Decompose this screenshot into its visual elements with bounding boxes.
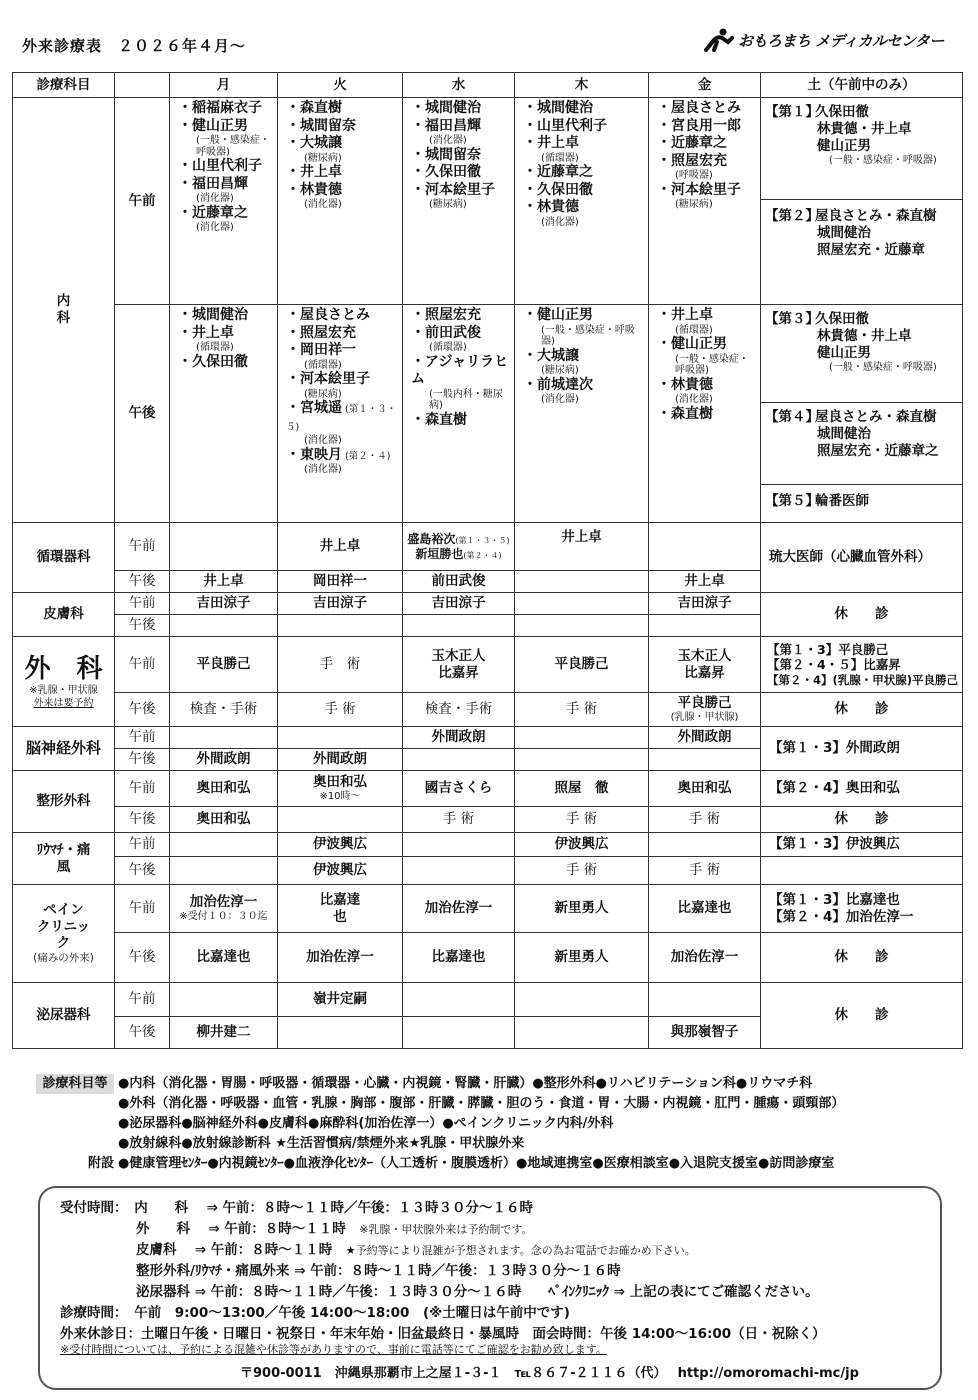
pain-am-mon: 加治佐淳一 ※受付１０：３０迄 — [170, 885, 278, 933]
naika-pm-row — [13, 305, 963, 523]
hinyo-sat: 休 診 — [761, 983, 963, 1049]
header-fri: 金 — [649, 73, 761, 98]
pain-am-row: ペイン クリニッ ク (痛みの外来) 午前 加治佐淳一 ※受付１０：３０迄 比嘉達 也 加治佐淳一 新里勇人 比嘉達也 【第１・3】比嘉達也 【第２・4】加治佐淳一 — [13, 885, 963, 933]
seikei-pm-row: 午後 奥田和弘 手 術 手 術 手 術 休 診 — [13, 807, 963, 833]
noushinkei-pm-row: 午後 外間政朗 外間政朗 — [13, 749, 963, 771]
noushinkei-pm-tue: 外間政朗 — [278, 749, 403, 771]
doctor-entry: ・久保田徹 — [178, 353, 248, 370]
naika-pm-thu — [515, 305, 649, 523]
geka-pm-wed: 検査・手術 — [403, 693, 515, 727]
doctor-entry: ・城間留奈 — [286, 117, 356, 134]
geka-am-wed: 玉木正人 比嘉昇 — [403, 637, 515, 693]
junkan-am-thu: 井上卓 — [515, 523, 649, 571]
dept-junkan: 循環器科 — [13, 523, 115, 593]
schedule-table — [12, 72, 963, 1049]
geka-pm-thu: 手 術 — [515, 693, 649, 727]
naika-sat-w5: 【第５】輪番医師 — [765, 493, 869, 509]
geka-am-row: 外 科 ※乳腺・甲状腺 外来は要予約 午前 平良勝己 手 術 玉木正人 比嘉昇 平良勝己 玉木正人 比嘉昇 【第１・3】平良勝己 【第２・4・５】比嘉昇 【第２・4】(乳腺・甲状腺)平良勝己 — [13, 637, 963, 693]
noushinkei-am-fri: 外間政朗 — [649, 727, 761, 749]
junkan-pm-tue: 岡田祥一 — [278, 571, 403, 593]
doctor-entry: ・前田武俊 (循環器) — [411, 324, 481, 353]
hinyo-pm-row: 午後 柳井建二 與那嶺智子 — [13, 1017, 963, 1049]
naika-pm-wed — [403, 305, 515, 523]
session-pm: 午後 — [115, 305, 170, 523]
dept-naika: 内 科 — [13, 98, 115, 523]
junkan-pm-fri: 井上卓 — [649, 571, 761, 593]
hinyo-pm-fri: 與那嶺智子 — [649, 1017, 761, 1049]
seikei-am-row: 整形外科 午前 奥田和弘 奥田和弘 ※10時〜 國吉さくら 照屋 徹 奥田和弘 【第２・4】奥田和弘 — [13, 771, 963, 807]
doctor-entry: ・森直樹 — [411, 411, 467, 428]
doctor-entry: ・城間健治 — [178, 307, 248, 323]
department-notes: 診療科目等 ●内科（消化器・胃腸・呼吸器・循環器・心臓・内視鏡・腎臓・肝臓）●整形外科●リハビリテーション科●リウマチ科 ●外科（消化器・呼吸器・血管・乳腺・胸部・腹部・肝臓・膵臓・胆のう・食道・胃・大腸・内視鏡・肛門・腫瘍・頭頸部） ●泌尿器科●脳神経外科●皮膚科●麻酔科(加治佐淳一）●ペインクリニック内科/外科 ●放射線科●放射線診断科 ★生活習慣病/禁煙外来★乳腺・甲状腺外来 附設 ●健康管理ｾﾝﾀｰ●内視鏡ｾﾝﾀｰ●血液浄化ｾﾝﾀｰ（人工透析・腹膜透析）●地域連携室●医療相談室●入退院支援室●訪問診療室 — [36, 1074, 966, 1174]
header-dept: 診療科目 — [13, 73, 115, 98]
naika-sat-w4: 【第４】屋良さとみ・森直樹 城間健治 照屋宏充・近藤章之 — [761, 403, 962, 485]
naika-am-wed — [403, 98, 515, 305]
geka-am-fri: 玉木正人 比嘉昇 — [649, 637, 761, 693]
naika-sat-cell-2 — [761, 305, 963, 523]
junkan-pm-wed: 前田武俊 — [403, 571, 515, 593]
geka-am-thu: 平良勝己 — [515, 637, 649, 693]
doctor-entry: ・森直樹 — [286, 100, 342, 116]
logo-text: おもろまち メディカルセンター — [738, 31, 944, 50]
header-row — [13, 73, 963, 98]
hifu-am-row: 皮膚科 午前 吉田涼子 吉田涼子 吉田涼子 吉田涼子 休 診 — [13, 593, 963, 615]
seikei-am-mon: 奥田和弘 — [170, 771, 278, 807]
geka-am-mon: 平良勝己 — [170, 637, 278, 693]
page-title: 外来診療表 ２０２６年４月〜 — [22, 37, 247, 55]
noushinkei-am-wed: 外間政朗 — [403, 727, 515, 749]
doctor-entry: ・河本絵里子 (糖尿病) — [411, 181, 495, 210]
naika-am-fri — [649, 98, 761, 305]
notes-label-attached: 附設 — [87, 1156, 114, 1171]
pain-pm-thu: 新里勇人 — [515, 933, 649, 983]
junkan-am-wed: 盛島裕次(第１・３・５) 新垣勝也(第２・４) — [403, 523, 515, 571]
junkan-pm-mon: 井上卓 — [170, 571, 278, 593]
seikei-am-tue: 奥田和弘 ※10時〜 — [278, 771, 403, 807]
rheum-pm-fri: 手 術 — [649, 857, 761, 885]
dept-hifu: 皮膚科 — [13, 593, 115, 637]
hifu-am-fri: 吉田涼子 — [649, 593, 761, 615]
seikei-pm-sat: 休 診 — [761, 807, 963, 833]
seikei-pm-mon: 奥田和弘 — [170, 807, 278, 833]
naika-sat-w3: 【第３】久保田徹 林貴德・井上卓 健山正男 (一般・感染症・呼吸器) — [761, 305, 962, 403]
doctor-entry: ・大城譲 (糖尿病) — [523, 347, 579, 376]
pain-pm-fri: 加治佐淳一 — [649, 933, 761, 983]
doctor-entry: ・宮城遥 (第１・３・５) (消化器) — [286, 400, 397, 446]
doctor-entry: ・照屋宏充 — [411, 307, 481, 323]
naika-sat-w2: 【第２】屋良さとみ・森直樹 城間健治 照屋宏充・近藤章 — [765, 208, 937, 258]
logo — [704, 28, 944, 52]
doctor-entry: ・アジャリラヒム (一般内科・糖尿病) — [411, 353, 509, 411]
doctor-entry: ・岡田祥一 (循環器) — [286, 342, 356, 371]
seikei-pm-fri: 手 術 — [649, 807, 761, 833]
doctor-entry: ・久保田徹 — [411, 164, 481, 180]
naika-pm-mon — [170, 305, 278, 523]
dept-geka: 外 科 ※乳腺・甲状腺 外来は要予約 — [13, 637, 115, 727]
rheum-pm-thu: 手 術 — [515, 857, 649, 885]
doctor-entry: ・井上卓 (循環器) — [523, 135, 579, 164]
naika-sat-w1: 【第１】久保田徹 林貴德・井上卓 健山正男 (一般・感染症・呼吸器) — [761, 98, 962, 200]
naika-am-mon — [170, 98, 278, 305]
doctor-entry: ・近藤章之 — [657, 135, 727, 151]
header-mon: 月 — [170, 73, 278, 98]
rheum-am-tue: 伊波興広 — [278, 833, 403, 857]
dept-rheum: ﾘｳﾏﾁ・痛 風 — [13, 833, 115, 885]
doctor-entry: ・山里代利子 — [178, 158, 262, 174]
notes-label-depts: 診療科目等 — [36, 1074, 114, 1094]
rheum-am-thu: 伊波興広 — [515, 833, 649, 857]
junkan-pm-row: 午後 井上卓 岡田祥一 前田武俊 井上卓 — [13, 571, 963, 593]
pain-pm-wed: 比嘉達也 — [403, 933, 515, 983]
doctor-entry: ・久保田徹 — [523, 181, 593, 198]
hifu-am-tue: 吉田涼子 — [278, 593, 403, 615]
noushinkei-pm-mon: 外間政朗 — [170, 749, 278, 771]
junkan-sat: 琉大医師（心臓血管外科） — [761, 523, 963, 593]
doctor-entry: ・照屋宏充 — [286, 324, 356, 341]
naika-pm-fri — [649, 305, 761, 523]
noushinkei-sat: 【第１・3】外間政朗 — [761, 727, 963, 771]
doctor-entry: ・河本絵里子 (糖尿病) — [286, 371, 370, 400]
doctor-entry: ・福田昌輝 (消化器) — [178, 175, 248, 204]
hifu-am-wed: 吉田涼子 — [403, 593, 515, 615]
doctor-entry: ・城間健治 — [411, 100, 481, 116]
doctor-entry: ・林貴德 (消化器) — [657, 376, 713, 405]
doctor-entry: ・林貴德 (消化器) — [523, 199, 579, 228]
doctor-entry: ・屋良さとみ — [286, 307, 370, 323]
naika-am-thu — [515, 98, 649, 305]
doctor-entry: ・森直樹 — [657, 405, 713, 422]
seikei-pm-wed: 手 術 — [403, 807, 515, 833]
naika-sat-cell — [761, 98, 963, 305]
geka-pm-sat: 休 診 — [761, 693, 963, 727]
address: 〒900-0011 沖縄県那覇市上之屋１-３-１ ℡８６７-２１１６（代） http://omoromachi-mc/jp — [240, 1366, 859, 1381]
seikei-am-thu: 照屋 徹 — [515, 771, 649, 807]
doctor-entry: ・林貴德 (消化器) — [286, 181, 342, 210]
geka-pm-fri: 平良勝己 (乳腺・甲状腺) — [649, 693, 761, 727]
geka-pm-mon: 検査・手術 — [170, 693, 278, 727]
hifu-sat: 休 診 — [761, 593, 963, 637]
seikei-pm-thu: 手 術 — [515, 807, 649, 833]
header-wed: 水 — [403, 73, 515, 98]
doctor-entry: ・井上卓 (循環器) — [657, 307, 713, 336]
doctor-entry: ・山里代利子 — [523, 117, 607, 134]
dept-seikei: 整形外科 — [13, 771, 115, 833]
header-thu: 木 — [515, 73, 649, 98]
rheum-am-sat: 【第１・3】伊波興広 — [761, 833, 963, 857]
rheum-pm-row: 午後 伊波興広 手 術 手 術 — [13, 857, 963, 885]
doctor-entry: ・井上卓 — [286, 164, 342, 180]
doctor-entry: ・城間健治 — [523, 100, 593, 116]
doctor-entry: ・宮良用一郎 — [657, 117, 741, 134]
doctor-entry: ・稲福麻衣子 — [178, 100, 262, 116]
junkan-am-tue: 井上卓 — [278, 523, 403, 571]
doctor-entry: ・近藤章之 — [523, 164, 593, 180]
doctor-entry: ・健山正男 (一般・感染症・呼吸器) — [523, 307, 635, 347]
pain-am-tue: 比嘉達 也 — [278, 885, 403, 933]
doctor-entry: ・前城達次 (消化器) — [523, 376, 593, 405]
doctor-entry: ・城間留奈 — [411, 146, 481, 163]
geka-am-tue: 手 術 — [278, 637, 403, 693]
hinyo-am-tue: 嶺井定嗣 — [278, 983, 403, 1017]
doctor-entry: ・健山正男 (一般・感染症・呼吸器) — [178, 117, 270, 158]
pain-am-fri: 比嘉達也 — [649, 885, 761, 933]
seikei-am-fri: 奥田和弘 — [649, 771, 761, 807]
doctor-entry: ・照屋宏充 (呼吸器) — [657, 152, 727, 181]
pain-pm-tue: 加治佐淳一 — [278, 933, 403, 983]
dept-hinyo: 泌尿器科 — [13, 983, 115, 1049]
session-am: 午前 — [115, 98, 170, 305]
pain-pm-row: 午後 比嘉達也 加治佐淳一 比嘉達也 新里勇人 加治佐淳一 休 診 — [13, 933, 963, 983]
reception-info-box: 受付時間： 内 科 ⇒ 午前：８時〜１１時／午後：１３時３０分〜１６時 外 科 ⇒ 午前：８時〜１１時 ※乳腺・甲状腺外来は予約制です。 皮膚科 ⇒ 午前：８時〜１１時 ★予約等により混雑が予想されます。念の為お電話でお確かめ下さい。 整形外科/ﾘｳﾏﾁ・痛風外来 ⇒ 午前：８時〜１１時／午後：１３時３０分〜１６時 泌尿器科 ⇒ 午前：８時〜１１時／午後：１３時３０分〜１６時 ﾍﾟｲﾝｸﾘﾆｯｸ ⇒ 上記の表にてご確認ください。 診療時間： 午前 9:00〜13:00／午後 14:00〜18:00 (※土曜日は午前中です) 外来休診日：土曜日午後・日曜日・祝祭日・年末年始・旧盆最終日・暴風時 面会時間：午後 14:00〜16:00（日・祝除く） ※受付時間については、予約による混雑や休診等がありますので、事前に電話等にてご確認をお勧め致します。 〒900-0011 沖縄県那覇市上之屋１-３-１ ℡８６７-２１１６（代） http://omoromachi-mc/jp — [38, 1186, 942, 1390]
hinyo-pm-mon: 柳井建二 — [170, 1017, 278, 1049]
doctor-entry: ・大城譲 (糖尿病) — [286, 135, 342, 164]
pain-am-thu: 新里勇人 — [515, 885, 649, 933]
doctor-entry: ・東映月 (第２・４) (消化器) — [286, 446, 391, 475]
noushinkei-am-row: 脳神経外科 午前 外間政朗 外間政朗 【第１・3】外間政朗 — [13, 727, 963, 749]
doctor-entry: ・福田昌輝 (消化器) — [411, 117, 481, 146]
hifu-am-mon: 吉田涼子 — [170, 593, 278, 615]
doctor-entry: ・屋良さとみ — [657, 100, 741, 116]
header-sat: 土（午前中のみ） — [761, 73, 963, 98]
geka-am-sat: 【第１・3】平良勝己 【第２・4・５】比嘉昇 【第２・4】(乳腺・甲状腺)平良勝己 — [761, 637, 963, 693]
pain-am-wed: 加治佐淳一 — [403, 885, 515, 933]
pain-pm-mon: 比嘉達也 — [170, 933, 278, 983]
hifu-pm-row: 午後 — [13, 615, 963, 637]
doctor-entry: ・井上卓 (循環器) — [178, 324, 234, 353]
naika-am-row — [13, 98, 963, 305]
hinyo-am-row: 泌尿器科 午前 嶺井定嗣 休 診 — [13, 983, 963, 1017]
dept-pain: ペイン クリニッ ク (痛みの外来) — [13, 885, 115, 983]
rheum-am-row: ﾘｳﾏﾁ・痛 風 午前 伊波興広 伊波興広 【第１・3】伊波興広 — [13, 833, 963, 857]
naika-pm-tue — [278, 305, 403, 523]
pain-am-sat: 【第１・3】比嘉達也 【第２・4】加治佐淳一 — [761, 885, 963, 933]
seikei-am-sat: 【第２・4】奥田和弘 — [761, 771, 963, 807]
geka-pm-row: 午後 検査・手術 手 術 検査・手術 手 術 平良勝己 (乳腺・甲状腺) 休 診 — [13, 693, 963, 727]
doctor-entry: ・河本絵里子 (糖尿病) — [657, 181, 741, 210]
pain-pm-sat: 休 診 — [761, 933, 963, 983]
dept-noushinkei: 脳神経外科 — [13, 727, 115, 771]
naika-am-tue — [278, 98, 403, 305]
junkan-am-row: 循環器科 午前 井上卓 盛島裕次(第１・３・５) 新垣勝也(第２・４) 井上卓 琉大医師（心臓血管外科） — [13, 523, 963, 571]
seikei-am-wed: 國吉さくら — [403, 771, 515, 807]
header-tue: 火 — [278, 73, 403, 98]
geka-pm-tue: 手 術 — [278, 693, 403, 727]
doctor-entry: ・健山正男 (一般・感染症・呼吸器) — [657, 336, 749, 376]
logo-runner-icon — [704, 28, 734, 52]
doctor-entry: ・近藤章之 (消化器) — [178, 204, 248, 233]
rheum-pm-tue: 伊波興広 — [278, 857, 403, 885]
